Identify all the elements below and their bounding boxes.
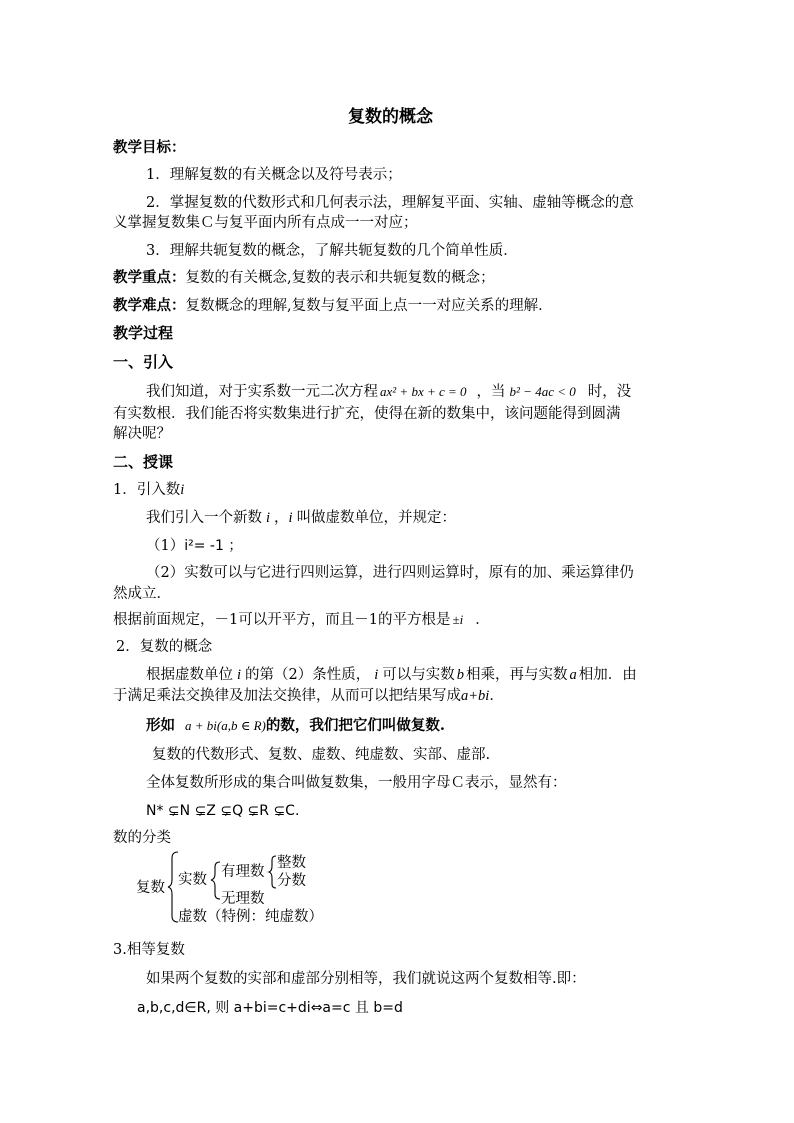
section-1-title-var: i [180, 482, 185, 498]
brace-complex [168, 852, 178, 922]
difficulties-text: 复数概念的理解,复数与复平面上点一一对应关系的理解． [185, 298, 553, 314]
s1-text-b: 叫做虚数单位，并规定： [296, 510, 457, 526]
s2-text-c: 可以与实数 [382, 667, 455, 683]
classification-heading: 数的分类 [113, 830, 171, 846]
definition-expression: a + bi(a,b ∈ R) [185, 718, 266, 733]
class-fraction: 分数 [277, 873, 306, 889]
s2-line2-text: 于满足乘法交换律及加法交换律，从而可以把结果写成 [113, 688, 461, 704]
s2-line2-end: ． [489, 688, 504, 704]
goals-heading: 教学目标： [113, 139, 186, 156]
s2-var-i2: i [374, 667, 379, 683]
brace-rational [269, 856, 276, 888]
difficulties-label: 教学难点： [113, 297, 186, 314]
rule-2-line-1: （2）实数可以与它进行四则运算，进行四则运算时，原有的加、乘运算律仍 [146, 565, 634, 581]
key-points-label: 教学重点： [113, 269, 186, 286]
intro-text-a: 我们知道，对于实系数一元二次方程 [146, 384, 378, 400]
definition-text-b: 的数，我们把它们叫做复数. [265, 717, 445, 734]
section-2-title: 2．复数的概念 [116, 639, 213, 655]
class-irrational: 无理数 [221, 891, 265, 907]
intro-paragraph-line-3: 解决呢？ [113, 426, 171, 442]
terms-line: 复数的代数形式、复数、虚数、纯虚数、实部、虚部. [152, 747, 491, 763]
s2-text-a: 根据虚数单位 [146, 667, 233, 683]
set-line: 全体复数所形成的集合叫做复数集，一般用字母Ｃ表示，显然有： [146, 775, 567, 791]
goal-item-2-line-2: 义掌握复数集Ｃ与复平面内所有点成一一对应； [113, 215, 418, 231]
plus-minus-i: ±i [452, 612, 464, 627]
goal-item-3: 3．理解共轭复数的概念，了解共轭复数的几个简单性质． [146, 243, 518, 259]
intro-heading: 一、引入 [113, 353, 174, 371]
equal-paragraph: 如果两个复数的实部和虚部分别相等，我们就说这两个复数相等.即： [146, 971, 586, 987]
equation-quadratic: ax² + bx + c = 0 [380, 384, 467, 399]
intro-text-b: ，当 [476, 384, 506, 400]
s2-var-b: b [456, 667, 465, 683]
intro-paragraph-line-2: 有实数根．我们能否将实数集进行扩充，使得在新的数集中，该问题能得到圆满 [113, 406, 621, 422]
s2-text-e: 相加．由 [578, 667, 637, 683]
equal-formula: a,b,c,d∈R, 则 a+bi=c+di⇔a=c 且 b=d [137, 1000, 403, 1016]
key-points-text: 复数的有关概念,复数的表示和共轭复数的概念； [185, 270, 495, 286]
conclusion-text-a: 根据前面规定，－1可以开平方，而且－1的平方根是 [113, 612, 451, 628]
rule-2-line-2: 然成立． [113, 586, 171, 602]
lesson-heading: 二、授课 [113, 453, 174, 471]
class-rational: 有理数 [221, 864, 265, 880]
equal-heading: 3.相等复数 [113, 942, 185, 958]
definition-text-a: 形如 [146, 717, 175, 734]
brace-real [211, 862, 220, 899]
class-imaginary: 虚数（特例：纯虚数） [178, 909, 323, 925]
page-title: 复数的概念 [348, 107, 433, 127]
s2-var-a: a [569, 667, 577, 683]
section-1-title-text: 1．引入数 [113, 482, 181, 498]
equation-discriminant: b² − 4ac < 0 [509, 384, 576, 399]
s1-var-2: i [288, 510, 293, 526]
class-integer: 整数 [277, 855, 306, 871]
s2-text-d: 相乘，再与实数 [466, 667, 568, 683]
class-real: 实数 [178, 872, 207, 888]
goal-item-2-line-1: 2．掌握复数的代数形式和几何表示法，理解复平面、实轴、虚轴等概念的意 [146, 195, 634, 211]
s2-text-b: 的第（2）条性质， [245, 667, 371, 683]
s1-var-1: i [266, 510, 271, 526]
s2-line2-expr: a+bi [461, 688, 490, 704]
s1-text-a: 我们引入一个新数 [146, 510, 262, 526]
s1-sep: ， [274, 510, 289, 526]
intro-text-c: 时，没 [587, 384, 632, 400]
goal-item-1: 1．理解复数的有关概念以及符号表示； [146, 167, 402, 183]
s2-var-i: i [237, 667, 242, 683]
conclusion-text-b: ． [475, 612, 490, 628]
class-root: 复数 [136, 880, 165, 896]
rule-1-prefix: （1） [146, 538, 185, 554]
rule-1-expression: i²= -1 ； [184, 538, 243, 554]
process-heading: 教学过程 [113, 324, 174, 342]
set-chain: N* ⊊N ⊊Z ⊊Q ⊊R ⊊C. [146, 803, 300, 819]
